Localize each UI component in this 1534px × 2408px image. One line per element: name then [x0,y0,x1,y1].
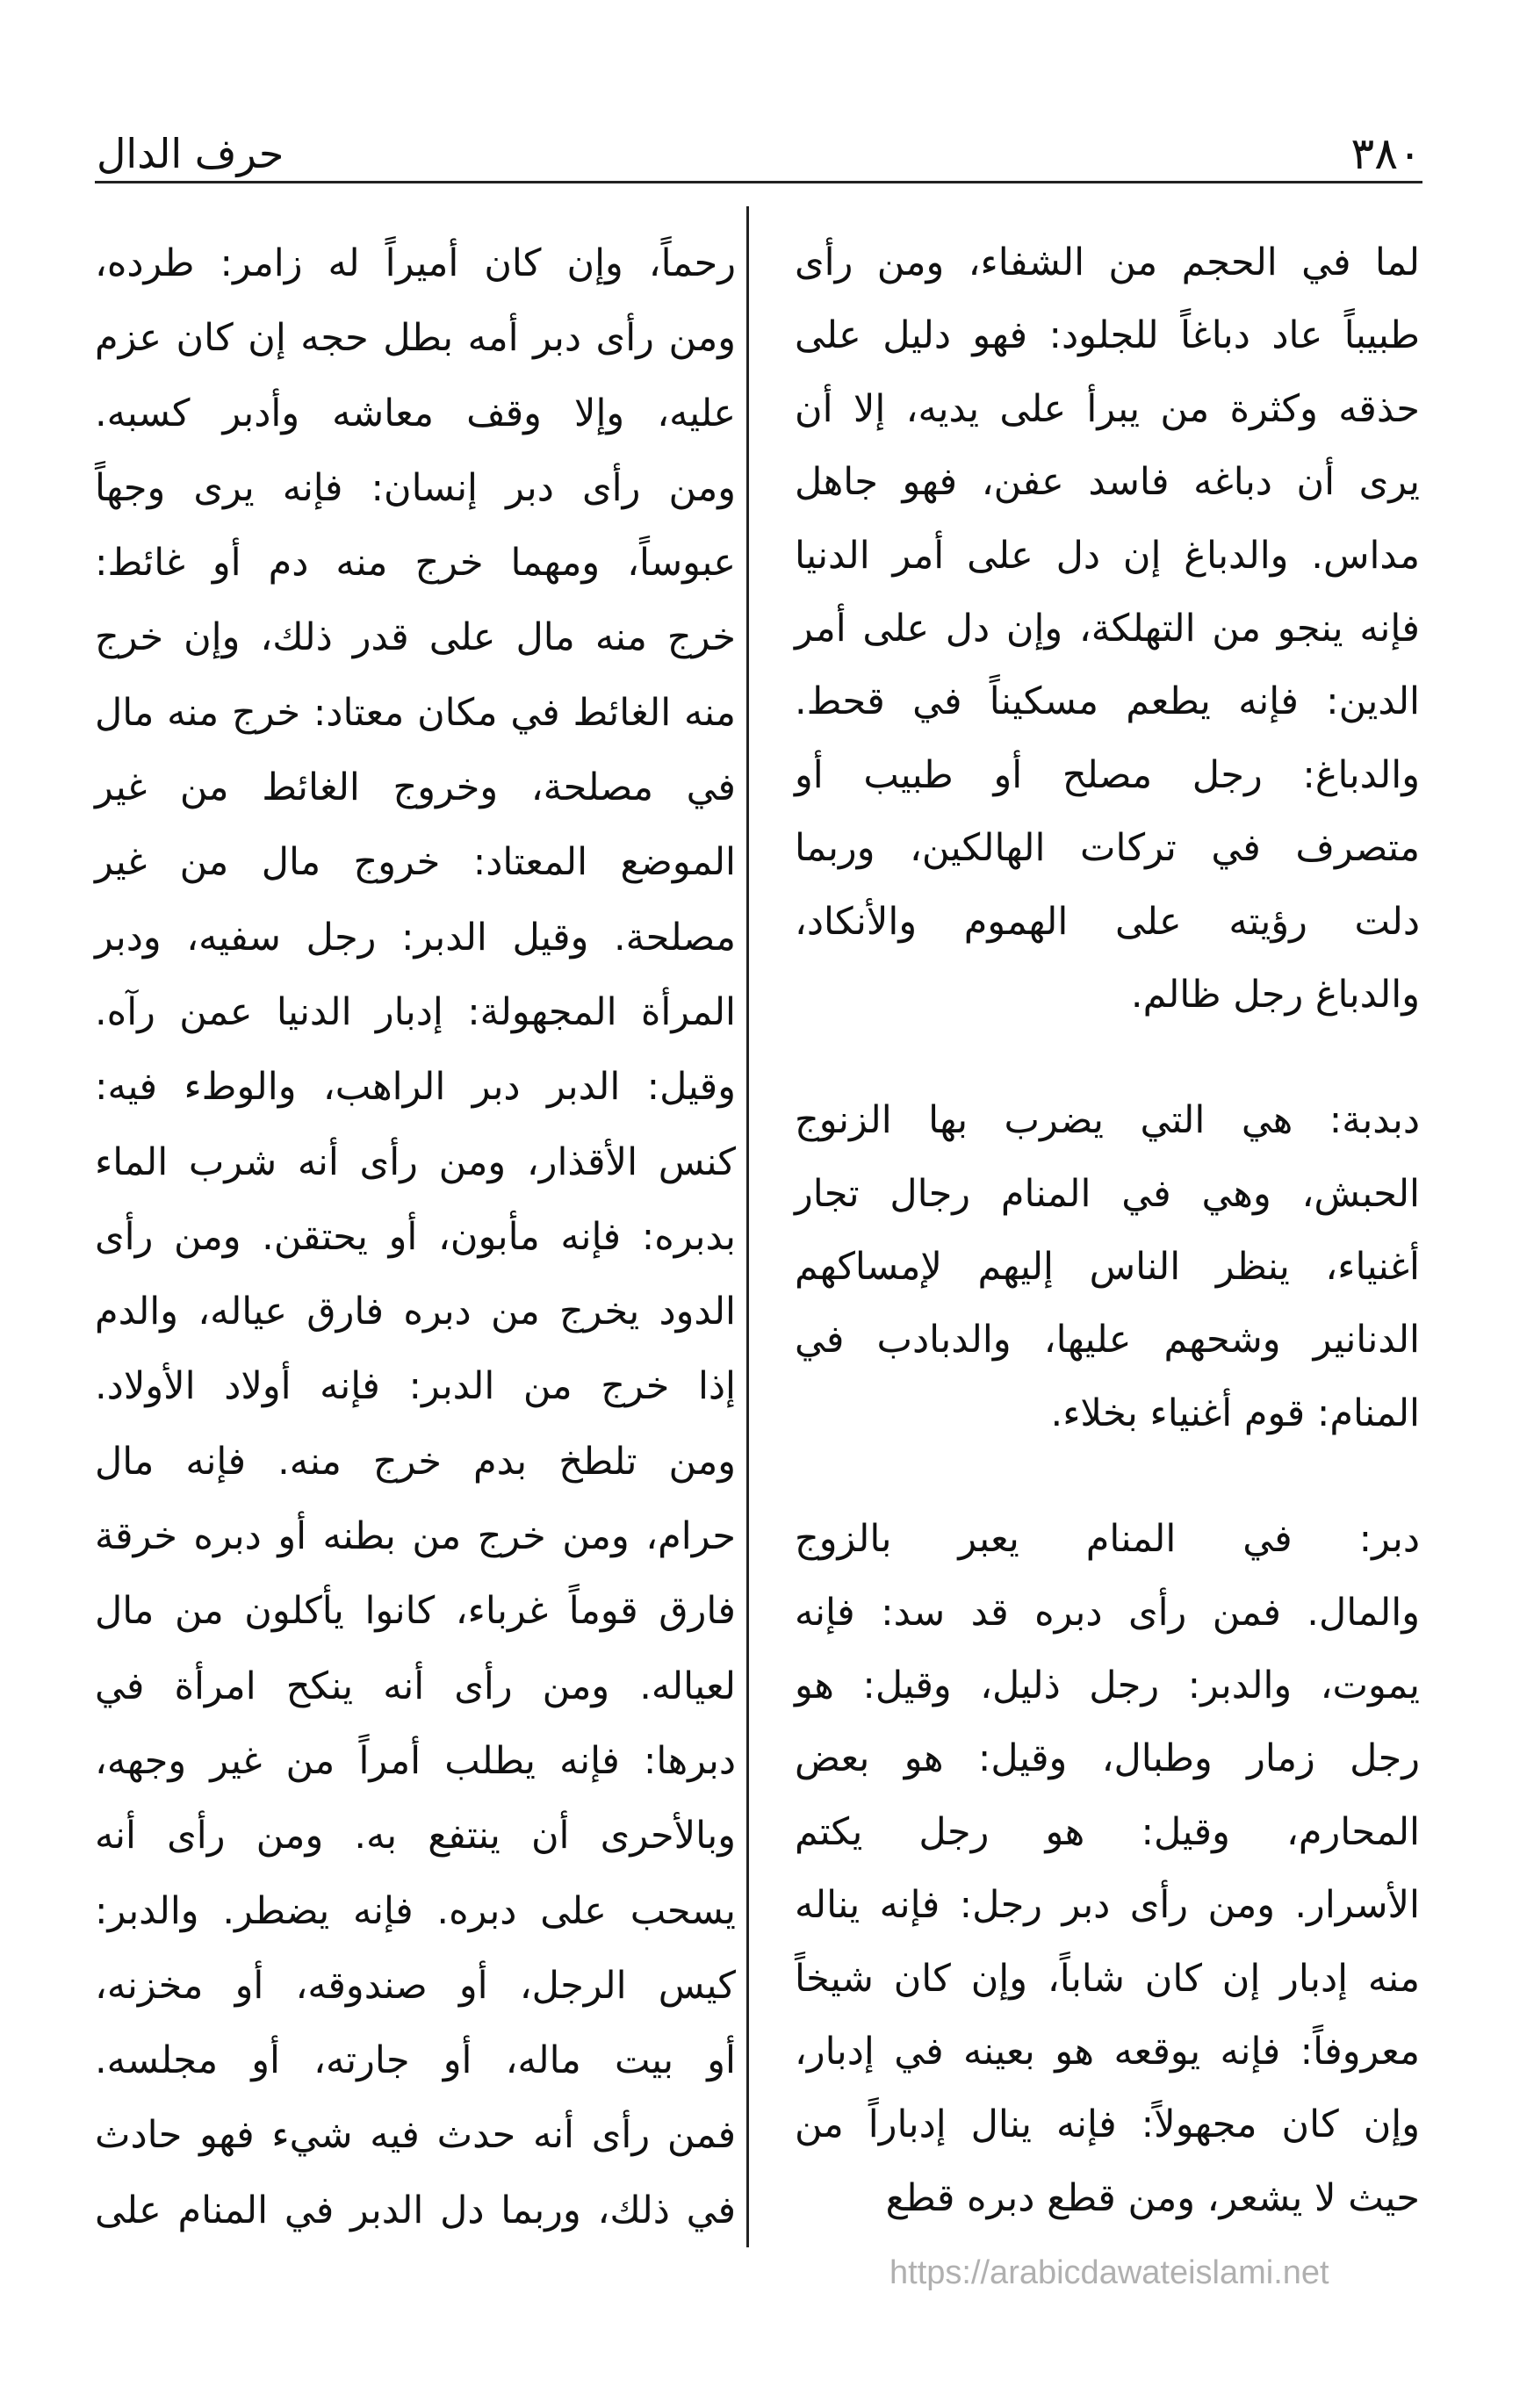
text-line: حيث لا يشعر، ومن قطع دبره قطع [885,2175,1420,2220]
right-column [795,226,1420,2235]
header-rule [95,181,1422,183]
text-line: وبالأحرى أن ينتفع به. ومن رأى أنه [95,1814,736,1858]
text-line: الحبش، وهي في المنام رجال تجار [795,1171,1420,1216]
text-line: المنام: قوم أغنياء بخلاء. [1050,1391,1420,1435]
text-line: الموضع المعتاد: خروج مال من غير [95,840,736,885]
text-line: فإنه ينجو من التهلكة، وإن دل على أمر [795,606,1420,651]
text-line: الدين: فإنه يطعم مسكيناً في قحط. [795,679,1420,724]
text-line: ومن رأى دبر إنسان: فإنه يرى وجهاً [95,465,736,510]
text-line: يرى أن دباغه فاسد عفن، فهو جاهل [795,460,1420,505]
text-line: ومن تلطخ بدم خرج منه. فإنه مال [95,1439,736,1484]
text-line: دلت رؤيته على الهموم والأنكاد، [795,899,1420,944]
text-line: لعياله. ومن رأى أنه ينكح امرأة في [95,1664,736,1708]
text-line: رجل زمار وطبال، وقيل: هو بعض [795,1736,1420,1781]
text-line: حرام، ومن خرج من بطنه أو دبره خرقة [95,1514,736,1559]
text-line: بدبره: فإنه مأبون، أو يحتقن. ومن رأى [95,1214,736,1259]
text-line: الدنانير وشحهم عليها، والدبادب في [795,1318,1420,1362]
text-line: أغنياء، ينظر الناس إليهم لإمساكهم [795,1245,1420,1290]
text-line: والمال. فمن رأى دبره قد سد: فإنه [795,1590,1420,1635]
running-title: حرف الدال [97,130,284,177]
text-line: دبدبة: هي التي يضرب بها الزنوج [795,1098,1420,1143]
text-line: المرأة المجهولة: إدبار الدنيا عمن رآه. [95,989,736,1034]
text-line: والدباغ رجل ظالم. [1130,972,1420,1017]
text-line: منه إدبار إن كان شاباً، وإن كان شيخاً [795,1956,1420,2001]
text-line: فمن رأى أنه حدث فيه شيء فهو حادث [95,2113,736,2158]
text-line: والدباغ: رجل مصلح أو طبيب أو [795,752,1420,797]
text-line: منه الغائط في مكان معتاد: خرج منه مال [95,690,736,735]
text-line: معروفاً: فإنه يوقعه هو بعينه في إدبار، [795,2029,1420,2074]
text-line: في ذلك، وربما دل الدبر في المنام على [95,2188,736,2232]
text-line: رحماً، وإن كان أميراً له زامر: طرده، [95,241,736,285]
text-line: حذقه وكثرة من يبرأ على يديه، إلا أن [795,386,1420,431]
text-line: طبيباً عاد دباغاً للجلود: فهو دليل على [795,313,1420,358]
text-line: لما في الحجم من الشفاء، ومن رأى [795,241,1420,284]
text-line: كيس الرجل، أو صندوقه، أو مخزنه، [95,1963,736,2008]
text-line: خرج منه مال على قدر ذلك، وإن خرج [95,615,736,660]
text-line: عبوساً، ومهما خرج منه دم أو غائط: [95,541,736,586]
paragraph [795,1084,1420,1450]
page-number: ٣٨٠ [1350,128,1422,179]
text-line: الأسرار. ومن رأى دبر رجل: فإنه يناله [795,1883,1420,1928]
text-line: دبر: في المنام يعبر بالزوج [795,1517,1420,1562]
paragraph [795,226,1420,1031]
text-line: إذا خرج من الدبر: فإنه أولاد الأولاد. [95,1364,736,1409]
left-column [95,226,736,2248]
text-line: متصرف في تركات الهالكين، وربما [795,826,1420,871]
paragraph [95,226,736,2248]
text-line: وقيل: الدبر دبر الراهب، والوطء فيه: [95,1065,736,1110]
text-line: يموت، والدبر: رجل ذليل، وقيل: هو [795,1664,1420,1708]
text-line: مداس. والدباغ إن دل على أمر الدنيا [795,533,1420,578]
paragraph [795,1503,1420,2235]
text-line: أو بيت ماله، أو جارته، أو مجلسه. [95,2038,736,2083]
text-line: في مصلحة، وخروج الغائط من غير [95,766,736,810]
column-divider [746,206,749,2247]
watermark: https://arabicdawateislami.net [889,2254,1329,2291]
text-line: فارق قوماً غرباء، كانوا يأكلون من مال [95,1589,736,1634]
text-line: دبرها: فإنه يطلب أمراً من غير وجهه، [95,1738,736,1783]
text-line: يسحب على دبره. فإنه يضطر. والدبر: [95,1888,736,1933]
text-line: كنس الأقذار، ومن رأى أنه شرب الماء [95,1139,736,1184]
text-line: ومن رأى دبر أمه بطل حجه إن كان عزم [95,316,736,361]
text-line: وإن كان مجهولاً: فإنه ينال إدباراً من [795,2103,1420,2147]
text-line: المحارم، وقيل: هو رجل يكتم [795,1809,1420,1854]
text-line: مصلحة. وقيل الدبر: رجل سفيه، ودبر [95,915,736,960]
text-line: الدود يخرج من دبره فارق عياله، والدم [95,1290,736,1334]
text-line: عليه، وإلا وقف معاشه وأدبر كسبه. [95,391,736,435]
